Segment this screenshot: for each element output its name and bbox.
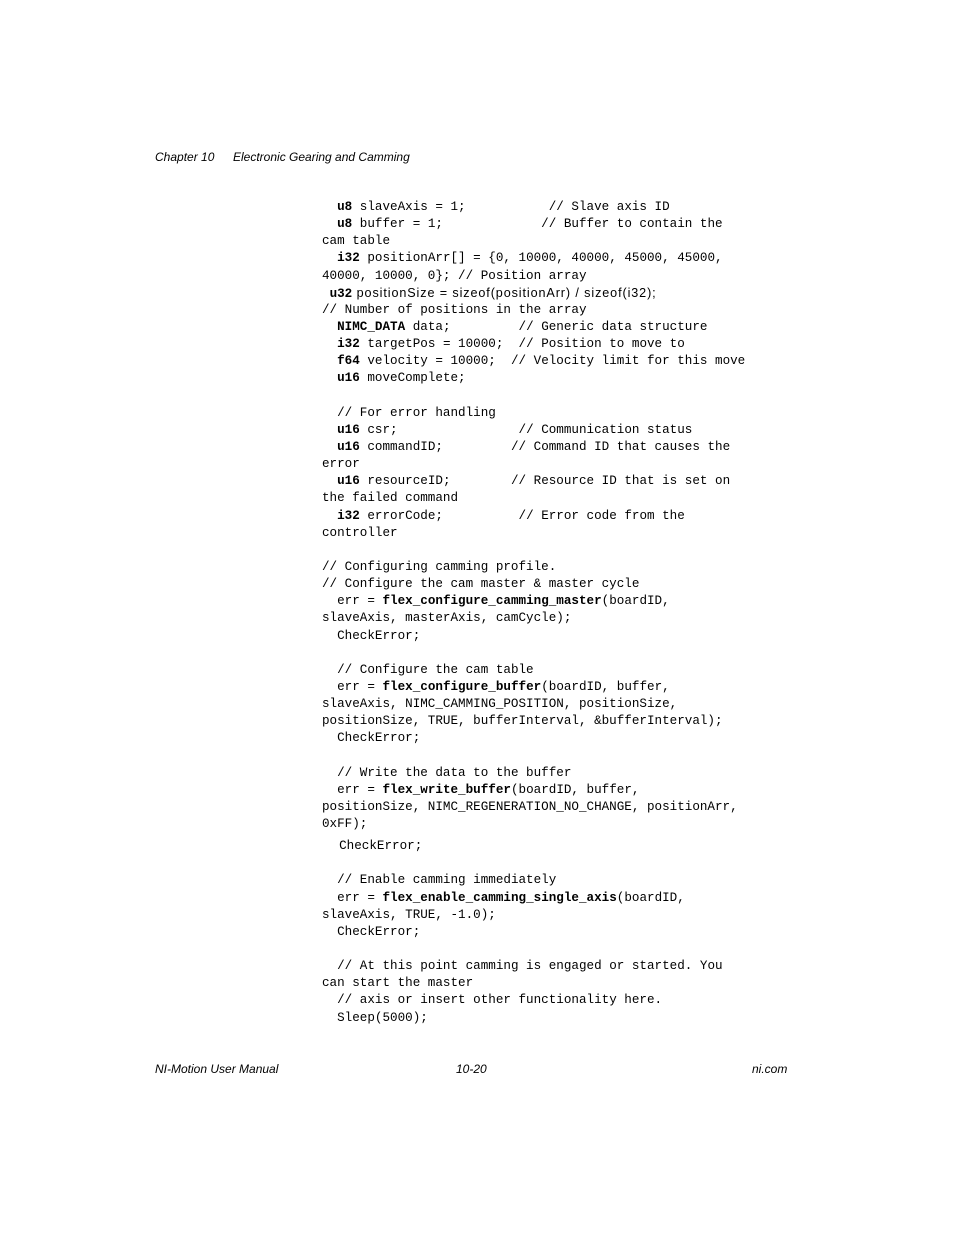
code-text: slaveAxis = 1; // Slave axis ID [352,200,670,214]
code-line [322,838,792,855]
code-comment: // Write the data to the buffer [337,765,572,780]
code-type: u16 [337,371,360,386]
code-text: CheckError; [337,628,421,643]
function-name: flex_configure_camming_master [382,594,602,609]
code-line: cam table [322,234,391,249]
code-text: Sleep(5000); [337,1010,428,1025]
blank-line [322,645,792,662]
code-line: slaveAxis, TRUE, -1.0); [322,907,496,922]
code-line: controller [322,525,398,540]
code-line [322,958,792,975]
blank-line [322,941,792,958]
code-line: 40000, 10000, 0}; // Position array [322,268,587,283]
code-text: targetPos = 10000; // Position to move to [359,337,685,352]
code-text: err = [337,679,383,694]
function-name: flex_write_buffer [382,782,511,797]
blank-line [322,388,792,405]
function-name: flex_configure_buffer [382,679,542,694]
code-comment: // Configure the cam table [337,662,534,677]
code-line: positionSize, TRUE, bufferInterval, &bufferInterval); [322,714,723,729]
code-line: // Configure the cam master & master cycle [322,577,640,592]
code-line [322,872,792,889]
code-line [322,628,792,645]
code-line [322,593,792,610]
code-comment: // For error handling [337,405,496,420]
code-line: // Configuring camming profile. [322,559,557,574]
code-line [322,353,792,370]
code-text: buffer = 1; // Buffer to contain the [352,217,723,232]
code-type: i32 [337,251,360,266]
code-text: (boardID, buffer, [510,782,640,797]
code-type: f64 [337,354,360,369]
code-type: i32 [337,337,360,352]
code-text: CheckError; [337,924,421,939]
code-text: err = [337,594,383,609]
footer-page-number: 10-20 [456,1062,487,1076]
code-line [322,439,792,456]
code-line [322,216,792,233]
code-type: u16 [337,439,360,454]
code-line [322,319,792,336]
code-line: positionSize, NIMC_REGENERATION_NO_CHANGE, positionArr, [322,799,738,814]
code-type: u16 [337,474,360,489]
header-chapter: Chapter 10 [155,150,215,164]
code-line [322,1010,792,1027]
code-line [322,662,792,679]
code-comment: // At this point camming is engaged or started. You [337,959,723,974]
code-line [322,336,792,353]
code-line [322,730,792,747]
code-type: u16 [337,422,360,437]
code-line: error [322,457,360,472]
code-line [322,992,792,1009]
blank-line [322,855,792,872]
code-text: err = [337,890,383,905]
code-line: slaveAxis, NIMC_CAMMING_POSITION, positionSize, [322,697,678,712]
code-text: (boardID, buffer, [541,679,670,694]
code-line [322,508,792,525]
code-line [322,199,792,216]
code-text: errorCode; // Error code from the [359,508,685,523]
code-text: CheckError; [339,839,423,854]
code-line: 0xFF); [322,817,368,832]
code-line [322,405,792,422]
code-line [322,473,792,490]
code-type: u8 [337,217,353,232]
code-line [322,370,792,387]
code-text: data; // Generic data structure [405,319,708,334]
blank-line [322,748,792,765]
blank-line [322,542,792,559]
code-type: u8 [337,200,353,214]
code-line [322,782,792,799]
code-listing [322,199,792,1027]
code-line: can start the master [322,976,474,991]
code-text: CheckError; [337,731,421,746]
code-line: slaveAxis, masterAxis, camCycle); [322,611,572,626]
code-type: u32 [329,286,353,301]
code-line: the failed command [322,491,459,506]
code-type: NIMC_DATA [337,319,406,334]
code-comment: // Enable camming immediately [337,873,557,888]
code-comment: // axis or insert other functionality here. [337,993,663,1008]
code-text: positionSize = sizeof(positionArr) / sizeof(i32); [352,285,657,300]
function-name: flex_enable_camming_single_axis [382,890,617,905]
code-line [322,765,792,782]
header-title: Electronic Gearing and Camming [233,150,410,164]
footer-site-link: ni.com [752,1062,788,1076]
code-text: (boardID, [601,594,670,609]
code-text: csr; // Communication status [359,422,693,437]
code-text: (boardID, [616,890,685,905]
code-type: i32 [337,508,360,523]
code-line [322,924,792,941]
footer-manual-title: NI-Motion User Manual [155,1062,279,1076]
code-text: velocity = 10000; // Velocity limit for this move [359,354,746,369]
code-line [322,250,792,267]
code-line [322,679,792,696]
code-line: // Number of positions in the array [322,302,587,317]
code-text: positionArr[] = {0, 10000, 40000, 45000, 45000, [359,251,723,266]
code-line [322,285,792,302]
code-text: commandID; // Command ID that causes the [359,439,731,454]
code-text: resourceID; // Resource ID that is set on [359,474,731,489]
code-line [322,422,792,439]
code-text: moveComplete; [359,371,466,386]
code-text: err = [337,782,383,797]
code-line [322,890,792,907]
